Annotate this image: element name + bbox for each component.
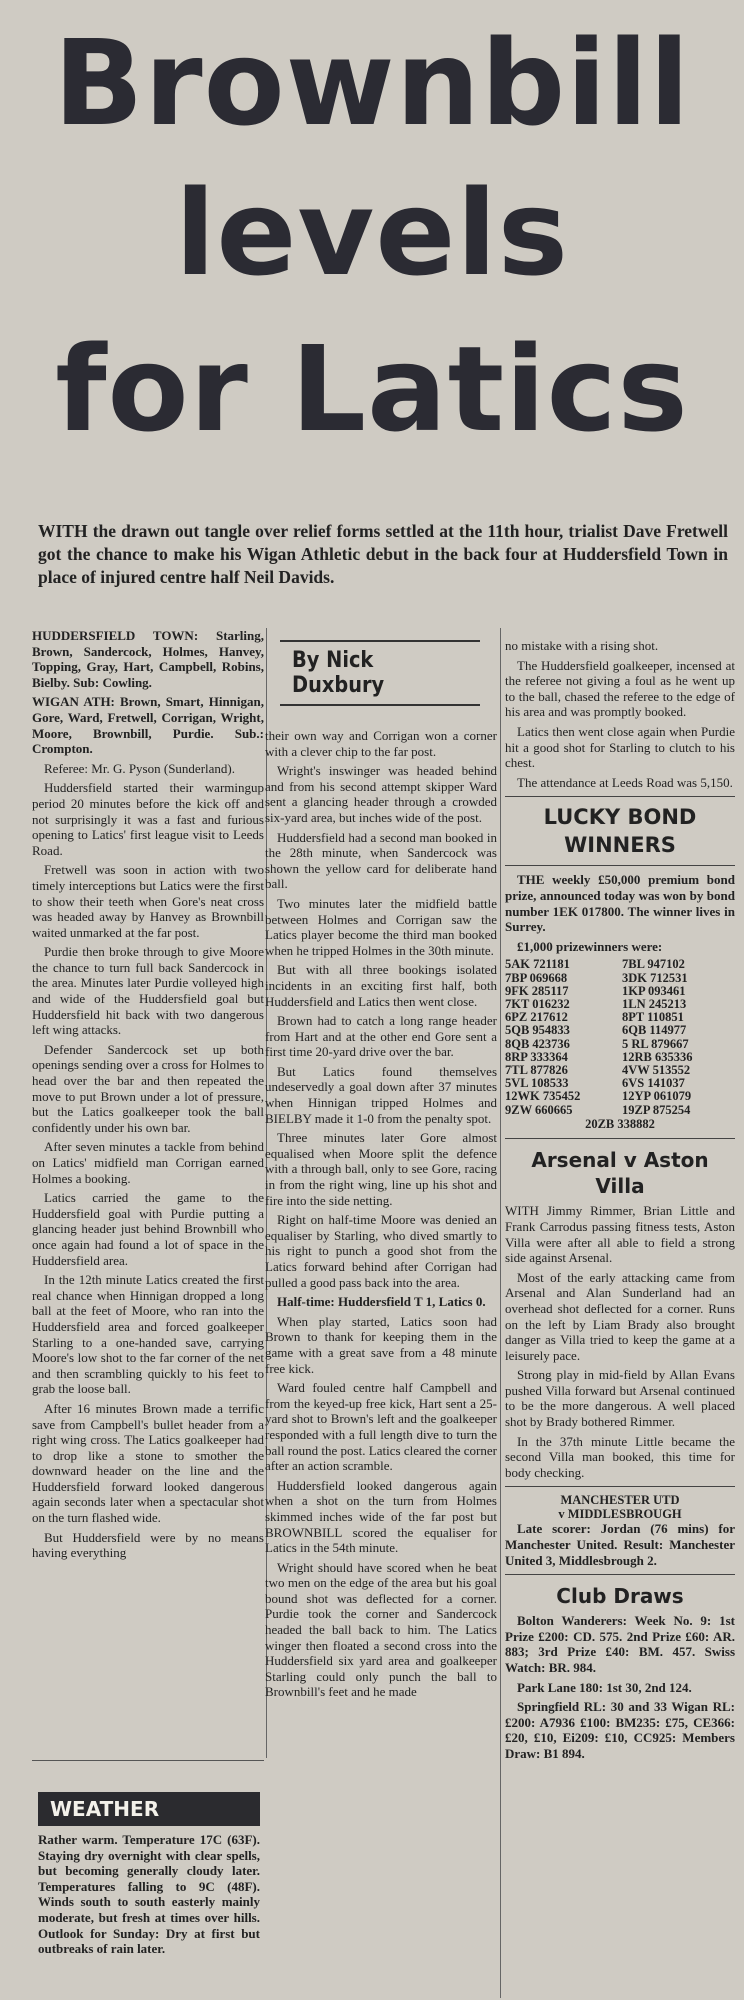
- article-column-3: [505, 638, 735, 1996]
- article-paragraph: But Latics found themselves undeservedly a goal down after 37 minutes when Hinnigan tripped Holmes and BIELBY made it 1-0 from the penalty spot.: [265, 1063, 497, 1126]
- article-paragraph: Ward fouled centre half Campbell and from the keyed-up free kick, Hart sent a 25-yard shot to Brown's left and the goalkeeper responded with a full length dive to turn the ball round the post. Latics cleared the corner after an action scramble.: [265, 1380, 497, 1474]
- bond-number: 5VL 108533: [505, 1076, 569, 1091]
- article-paragraph: The Huddersfield goalkeeper, incensed at the referee not giving a foul as he went up to the ball, chased the referee to the edge of his area and was promptly booked.: [505, 657, 735, 720]
- article-paragraph: Right on half-time Moore was denied an equaliser by Starling, who dived smartly to his right to punch a good shot from the Latics forward behind after Corrigan had pulled a good pass back into the area.: [265, 1212, 497, 1290]
- article-paragraph: Latics carried the game to the Huddersfield goal with Purdie putting a glancing header just behind Brownbill who once again had found a lot of space in the Huddersfield area.: [32, 1190, 264, 1268]
- lucky-bond-heading: LUCKY BOND WINNERS: [543, 805, 697, 858]
- article-paragraph: Brown had to catch a long range header from Hart and at the other end Gore sent a first time 20-yard drive over the bar.: [265, 1013, 497, 1060]
- article-paragraph: Defender Sandercock set up both openings sending over a cross for Holmes to head over the bar and then repeated the move to put Brown under a lot of pressure, but the Latics goalkeeper took the ball confidently under his own bar.: [32, 1041, 264, 1135]
- section-divider: [505, 865, 735, 866]
- man-utd-heading-1: MANCHESTER UTD: [560, 1493, 680, 1508]
- article-paragraph: Huddersfield started their warmingup period 20 minutes before the kick off and not surprisingly it was a fast and furious opening to Latics' first league visit to Leeds Road.: [32, 780, 264, 858]
- bond-number: 7TL 877826: [505, 1062, 568, 1077]
- article-paragraph: Three minutes later Gore almost equalised when Moore split the defence with a through ball, only to see Gore, racing in from the right wing, line up his shot and fire into the side netting.: [265, 1130, 497, 1208]
- article-paragraph: WITH Jimmy Rimmer, Brian Little and Frank Carrodus passing fitness tests, Aston Villa were after all able to field a strong side against Arsenal.: [505, 1203, 735, 1266]
- bond-number: 12YP 061079: [622, 1089, 692, 1104]
- bond-number: 8PT 110851: [622, 1010, 684, 1025]
- article-paragraph: The attendance at Leeds Road was 5,150.: [517, 774, 733, 790]
- section-divider: [505, 1574, 735, 1575]
- team-lineup-huddersfield: HUDDERSFIELD TOWN: Starling, Brown, Sandercock, Holmes, Hanvey, Topping, Gray, Hart, Campbell, Robins, Bielby. Sub: Cowling.: [32, 628, 264, 690]
- man-utd-result: Late scorer: Jordan (76 mins) for Manchester United. Result: Manchester United 3, Middlesbrough 2.: [505, 1521, 735, 1568]
- column-rule: [500, 628, 501, 1998]
- bond-number: 6VS 141037: [622, 1076, 685, 1091]
- article-paragraph: Latics then went close again when Purdie hit a good shot for Starling to clutch to his chest.: [505, 723, 735, 771]
- bond-number: 5AK 721181: [505, 957, 570, 972]
- intro-paragraph: WITH the drawn out tangle over relief forms settled at the 11th hour, trialist Dave Fretwell got the chance to make his Wigan Athletic debut in the back four at Huddersfield Town in place of injured centre half Neil Davids.: [38, 521, 728, 587]
- bond-number: 19ZP 875254: [622, 1102, 691, 1117]
- arsenal-villa-heading: Arsenal v Aston Villa: [531, 1148, 709, 1199]
- article-paragraph: After 16 minutes Brown made a terrific save from Campbell's bullet header from a right wing cross. The Latics goalkeeper had to drop like a stone to smother the downward header on the line and the Huddersfield forward looked dangerous again seconds later when a spectacular shot on the turn flashed wide.: [32, 1400, 264, 1526]
- bond-number: 7BL 947102: [622, 957, 685, 972]
- article-paragraph: no mistake with a rising shot.: [505, 638, 659, 653]
- article-paragraph: Wright's inswinger was headed behind and from his second attempt skipper Ward sent a glancing header through a crowded six-yard area, but inches wide of the post.: [265, 763, 497, 825]
- lucky-bond-subhead: £1,000 prizewinners were:: [517, 938, 663, 954]
- article-paragraph: After seven minutes a tackle from behind on Latics' midfield man Corrigan earned Holmes a booking.: [32, 1139, 264, 1186]
- article-paragraph: When play started, Latics soon had Brown to thank for keeping them in the game with a great save from a 48 minute free kick.: [265, 1313, 497, 1376]
- bond-number: 6PZ 217612: [505, 1010, 568, 1025]
- article-column-1: [32, 628, 264, 1748]
- bond-number-last: 20ZB 338882: [585, 1116, 655, 1131]
- club-draw-paragraph: Springfield RL: 30 and 33 Wigan RL: £200: A7936 £100: BM235: £75, CE366: £20, £10, Ei209: £10, CC925: Members Draw: B1 894.: [505, 1699, 735, 1761]
- article-paragraph: Purdie then broke through to give Moore the chance to turn full back Sandercock in the area. Minutes later Purdie volleyed high and wide of the Huddersfield goal but Huddersfield hit back with two dangerous left wing attacks.: [32, 944, 264, 1038]
- bond-number: 1KP 093461: [622, 983, 686, 998]
- man-utd-heading-2: v MIDDLESBROUGH: [558, 1507, 682, 1522]
- bond-number: 12RB 635336: [622, 1049, 693, 1064]
- half-time-score: Half-time: Huddersfield T 1, Latics 0.: [277, 1294, 486, 1310]
- article-paragraph: Wright should have scored when he beat two men on the edge of the area but his goal bound shot was deflected for a corner. Purdie took the corner and Sandercock headed the ball back to him. The Latics winger then floated a second cross into the Huddersfield six yard area and goalkeeper Starling could only punch the ball to Brownbill's feet and he made: [265, 1559, 497, 1700]
- article-paragraph: But Huddersfield were by no means having everything: [32, 1529, 264, 1561]
- bond-number-list: [505, 958, 735, 1116]
- article-paragraph: Huddersfield had a second man booked in the 28th minute, when Sandercock was shown the yellow card for deliberate hand ball.: [265, 829, 497, 892]
- bond-number: 7KT 016232: [505, 996, 570, 1011]
- referee-line: Referee: Mr. G. Pyson (Sunderland).: [44, 760, 235, 776]
- headline-line-3: for Latics: [55, 320, 689, 458]
- section-divider: [505, 796, 735, 797]
- club-draws-heading: Club Draws: [556, 1584, 684, 1609]
- bond-number: 5 RL 879667: [622, 1036, 689, 1051]
- section-divider: [505, 1138, 735, 1139]
- bond-number: 7BP 069668: [505, 970, 568, 985]
- headline-line-2: levels: [174, 164, 570, 302]
- bond-number: 6QB 114977: [622, 1023, 687, 1038]
- bond-number: 5QB 954833: [505, 1023, 570, 1038]
- article-paragraph: In the 37th minute Little became the second Villa man booked, this time for body checking.: [505, 1433, 735, 1480]
- article-paragraph: But with all three bookings isolated incidents in an exciting first half, both Huddersfield and Latics then went close.: [265, 962, 497, 1009]
- weather-heading: WEATHER: [38, 1792, 260, 1826]
- bond-number: 12WK 735452: [505, 1089, 581, 1104]
- bond-number: 9FK 285117: [505, 983, 569, 998]
- bond-number: 3DK 712531: [622, 970, 688, 985]
- article-paragraph: Strong play in mid-field by Allan Evans pushed Villa forward but Arsenal continued to be the more dangerous. A well placed shot by Brady bothered Rimmer.: [505, 1367, 735, 1430]
- lucky-bond-intro: THE weekly £50,000 premium bond prize, announced today was won by bond number 1EK 017800. The winner lives in Surrey.: [505, 872, 735, 935]
- article-column-2: [265, 728, 497, 1996]
- bond-number: 8QB 423736: [505, 1036, 570, 1051]
- section-divider: [32, 1760, 264, 1761]
- bond-number: 9ZW 660665: [505, 1102, 573, 1117]
- bond-number: 4VW 513552: [622, 1062, 691, 1077]
- headline-line-1: Brownbill: [53, 14, 691, 152]
- article-paragraph: Fretwell was soon in action with two timely interceptions but Latics were the first to show their teeth when Gore's neat cross was headed away by Hanvey as Brownbill waited unmarked at the far post.: [32, 862, 264, 940]
- article-paragraph: Two minutes later the midfield battle between Holmes and Corrigan saw the Latics player become the third man booked when he tripped Holmes in the 30th minute.: [265, 895, 497, 958]
- byline-box: [280, 640, 480, 706]
- article-paragraph: In the 12th minute Latics created the first real chance when Hinnigan dropped a long ball at the feet of Moore, who ran into the Huddersfield area and forced goalkeeper Starling to a one-handed save, carrying Moore's low shot to the far corner of the net and then scrambling quickly to his feet to grab the loose ball.: [32, 1272, 264, 1397]
- bond-number: 1LN 245213: [622, 996, 687, 1011]
- byline: By Nick Duxbury: [292, 648, 385, 698]
- club-draw-paragraph: Park Lane 180: 1st 30, 2nd 124.: [517, 1679, 692, 1695]
- club-draw-paragraph: Bolton Wanderers: Week No. 9: 1st Prize £200: CD. 575. 2nd Prize £60: AR. 883; 3rd Prize £40: BM. 457. Swiss Watch: BR. 984.: [505, 1613, 735, 1675]
- weather-text: Rather warm. Temperature 17C (63F). Staying dry overnight with clear spells, but becoming generally cloudy later. Temperatures falling to 9C (48F). Winds south to south easterly mainly moderate, but fresh at times over hills. Outlook for Sunday: Dry at first but outbreaks of rain later.: [38, 1832, 260, 1957]
- article-paragraph: their own way and Corrigan won a corner with a clever chip to the far post.: [265, 728, 497, 759]
- bond-number: 8RP 333364: [505, 1049, 568, 1064]
- team-lineup-wigan: WIGAN ATH: Brown, Smart, Hinnigan, Gore, Ward, Fretwell, Corrigan, Wright, Moore, Brownbill, Purdie. Sub.: Crompton.: [32, 694, 264, 757]
- article-paragraph: Most of the early attacking came from Arsenal and Alan Sunderland had an overhead shot deflected for a corner. Runs on the left by Liam Brady also brought danger as Villa tried to keep the game at a leisurely pace.: [505, 1269, 735, 1363]
- section-divider: [505, 1486, 735, 1487]
- article-paragraph: Huddersfield looked dangerous again when a shot on the turn from Holmes skimmed inches wide of the far post but BROWNBILL scored the equaliser for Latics in the 54th minute.: [265, 1477, 497, 1556]
